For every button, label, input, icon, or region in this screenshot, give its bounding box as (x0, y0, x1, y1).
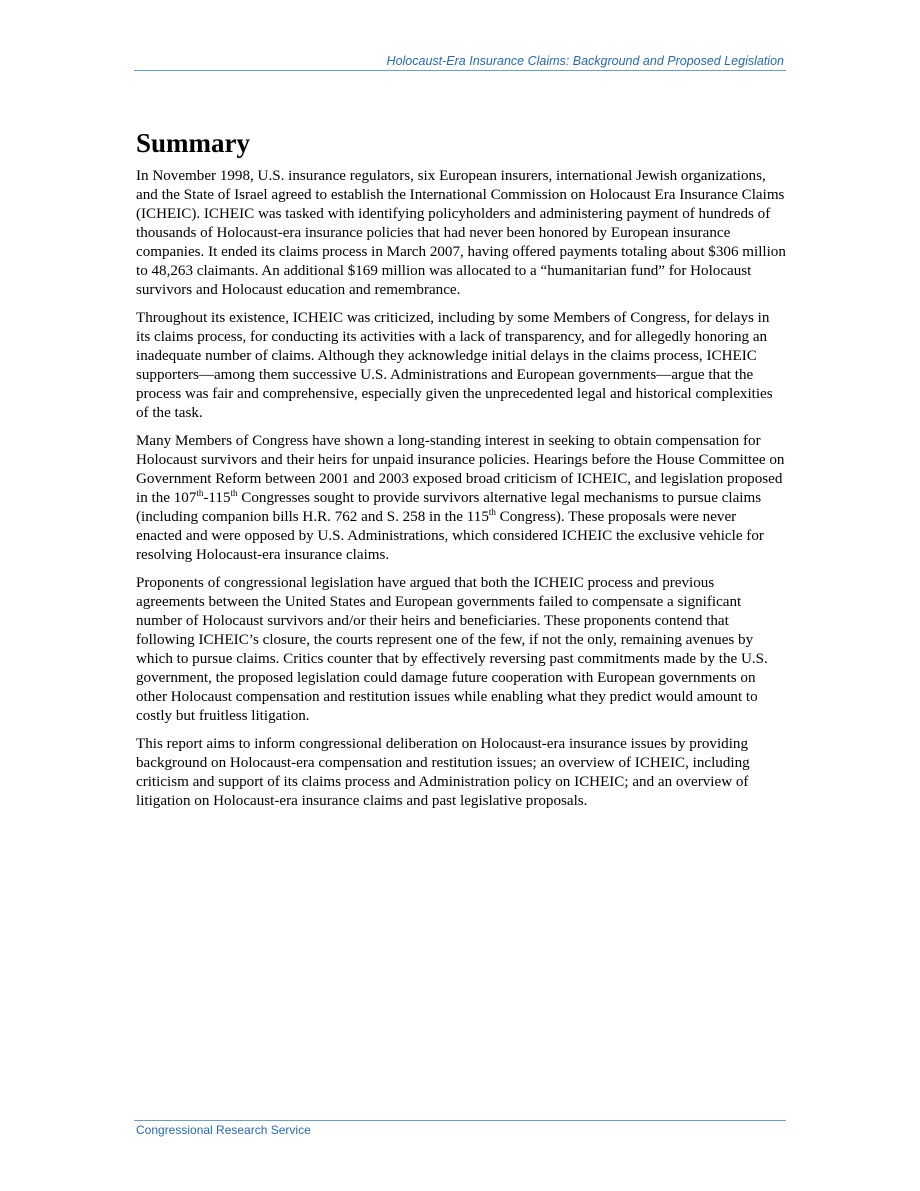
paragraph-3-part-2: -115 (203, 490, 231, 506)
summary-heading: Summary (136, 128, 250, 158)
paragraph-3-part-4: Congress). These proposals were never enacted and were opposed by U.S. Administrations, which considered ICHEIC the exclusive vehicle for resolving Holocaust-era insurance claims. (136, 509, 764, 563)
ordinal-superscript: th (230, 488, 238, 498)
running-footer (134, 1120, 786, 1138)
running-header (134, 54, 786, 71)
paragraph-3-part-3: Congresses sought to provide survivors alternative legal mechanisms to pursue claims (including companion bills H.R. 762 and S. 258 in the 115 (136, 490, 762, 525)
summary-section (136, 126, 786, 820)
paragraph-3-part-1: Many Members of Congress have shown a long-standing interest in seeking to obtain compensation for Holocaust survivors and their heirs for unpaid insurance policies. Hearings before the House Committee on Government Reform between 2001 and 2003 exposed broad criticism of ICHEIC, and legislation proposed in the 107 (136, 433, 785, 506)
ordinal-superscript: th (488, 507, 496, 517)
footer-organization: Congressional Research Service (136, 1123, 311, 1137)
paragraph-5: This report aims to inform congressional deliberation on Holocaust-era insurance issues by providing background on Holocaust-era compensation and restitution issues; an overview of ICHEIC, including criticism and support of its claims process and Administration policy on ICHEIC; and an overview of litigation on Holocaust-era insurance claims and past legislative proposals. (136, 736, 750, 809)
ordinal-superscript: th (196, 488, 204, 498)
paragraph-2: Throughout its existence, ICHEIC was criticized, including by some Members of Congress, for delays in its claims process, for conducting its activities with a lack of transparency, and for allegedly honoring an inadequate number of claims. Although they acknowledge initial delays in the claims process, ICHEIC supporters—among them successive U.S. Administrations and European governments—argue that the process was fair and comprehensive, especially given the unprecedented legal and historical complexities of the task. (136, 310, 773, 421)
running-header-title: Holocaust-Era Insurance Claims: Background and Proposed Legislation (386, 54, 784, 68)
paragraph-4: Proponents of congressional legislation have argued that both the ICHEIC process and previous agreements between the United States and European governments failed to compensate a significant number of Holocaust survivors and/or their heirs and beneficiaries. These proponents contend that following ICHEIC’s closure, the courts represent one of the few, if not the only, remaining avenues by which to pursue claims. Critics counter that by effectively reversing past commitments made by the U.S. government, the proposed legislation could damage future cooperation with European governments on other Holocaust compensation and restitution issues while enabling what they predict would amount to costly but fruitless litigation. (136, 575, 768, 724)
paragraph-1: In November 1998, U.S. insurance regulators, six European insurers, international Jewish organizations, and the State of Israel agreed to establish the International Commission on Holocaust Era Insurance Claims (ICHEIC). ICHEIC was tasked with identifying policyholders and administering payment of hundreds of thousands of Holocaust-era insurance policies that had never been honored by European insurance companies. It ended its claims process in March 2007, having offered payments totaling about $306 million to 48,263 claimants. An additional $169 million was allocated to a “humanitarian fund” for Holocaust survivors and Holocaust education and remembrance. (136, 168, 786, 298)
paragraph-3 (136, 432, 786, 565)
